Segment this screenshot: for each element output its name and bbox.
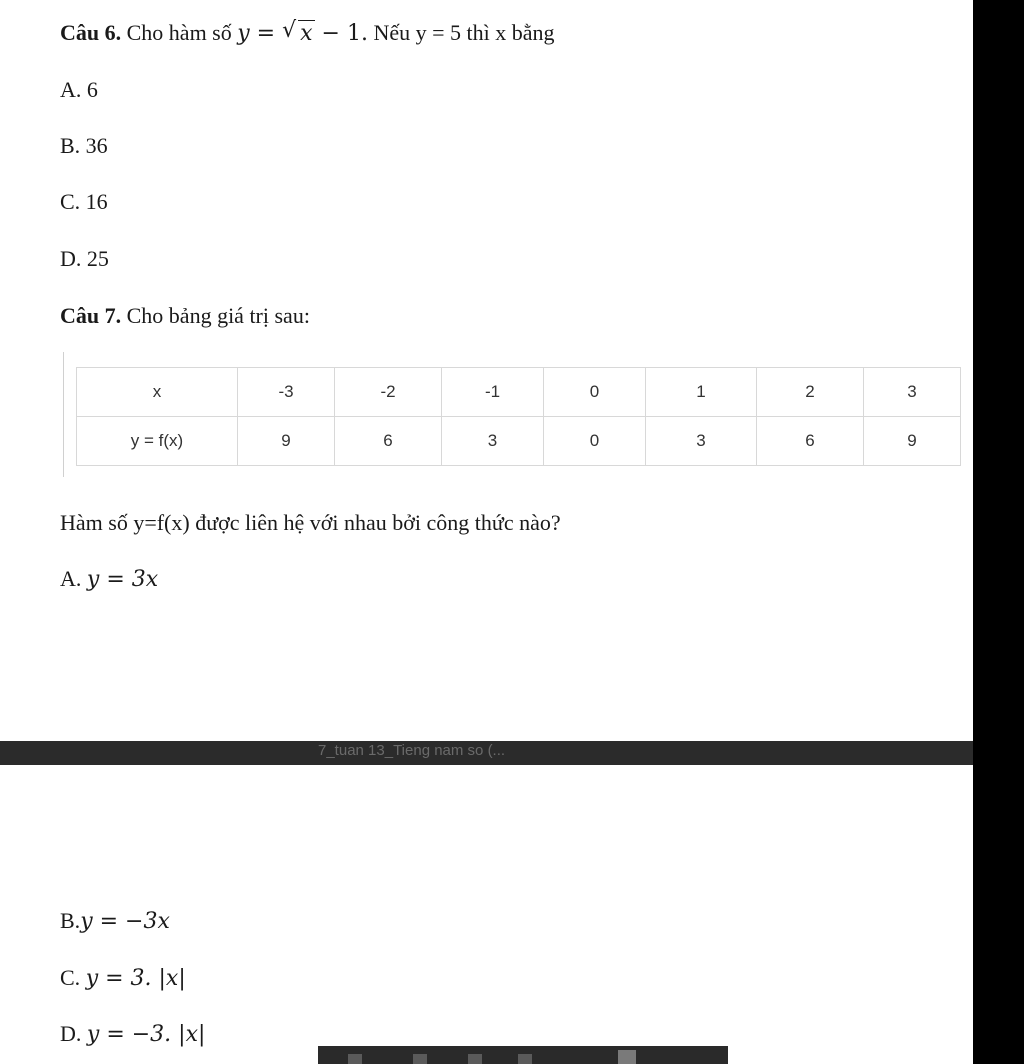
table-cell: 3 [442, 417, 544, 466]
option-formula: y = 3x [86, 567, 159, 592]
question-7-prompt: Hàm số y=f(x) được liên hệ với nhau bởi công thức nào? [60, 510, 561, 535]
radical-sign: √ [282, 18, 297, 43]
table-cell: -1 [442, 368, 544, 417]
q6-option-b: B. 36 [60, 133, 108, 158]
table-cell: 2 [757, 368, 864, 417]
table-cell: 9 [238, 417, 335, 466]
table-cell: y = f(x) [77, 417, 238, 466]
formula-rest: − 1. [314, 21, 368, 46]
table-border-rule [63, 352, 64, 477]
question-6-pre: Cho hàm số [126, 20, 232, 45]
q6-option-d: D. 25 [60, 246, 109, 271]
table-cell: 0 [544, 417, 646, 466]
table-cell: 3 [864, 368, 961, 417]
option-prefix: C. [60, 965, 86, 990]
q7-option-b [60, 908, 170, 934]
table-cell: 0 [544, 368, 646, 417]
option-prefix: A. [60, 566, 87, 591]
option-formula: y = −3x [80, 909, 170, 934]
option-prefix: B. [60, 908, 81, 933]
table-row-x [77, 368, 961, 417]
question-7-stem [60, 303, 310, 329]
taskbar-app-icon[interactable] [618, 1050, 636, 1064]
taskbar-fragment [318, 1046, 728, 1064]
q7-option-d [60, 1021, 205, 1047]
q6-option-c: C. 16 [60, 189, 108, 214]
option-formula: y = 3. |x| [85, 966, 186, 991]
table-cell: 6 [757, 417, 864, 466]
question-6-stem [60, 20, 555, 46]
sqrt-expression [282, 18, 314, 46]
overlay-tab-name[interactable]: 7_tuan 13_Tieng nam so (... [318, 742, 506, 759]
radicand: x [300, 21, 313, 46]
q6-option-a: A. 6 [60, 77, 98, 102]
option-prefix: D. [60, 1021, 87, 1046]
table-cell: x [77, 368, 238, 417]
overlay-tab-bar [0, 741, 973, 765]
value-table [76, 367, 961, 466]
table-cell: -3 [238, 368, 335, 417]
option-formula: y = −3. |x| [86, 1022, 206, 1047]
question-7-title: Cho bảng giá trị sau: [126, 303, 310, 328]
formula-lhs: y = [237, 21, 283, 46]
table-cell: 9 [864, 417, 961, 466]
taskbar-app-icon[interactable] [413, 1054, 427, 1064]
table-cell: 1 [646, 368, 757, 417]
question-6-label: Câu 6. [60, 20, 122, 45]
taskbar-app-icon[interactable] [348, 1054, 362, 1064]
table-cell: 6 [335, 417, 442, 466]
q7-option-c [60, 965, 186, 991]
question-6-formula [237, 18, 368, 46]
table-cell: 3 [646, 417, 757, 466]
question-6-post: Nếu y = 5 thì x bằng [373, 20, 555, 45]
taskbar-app-icon[interactable] [468, 1054, 482, 1064]
table-cell: -2 [335, 368, 442, 417]
table-row-y [77, 417, 961, 466]
q7-option-a [60, 566, 158, 592]
taskbar-app-icon[interactable] [518, 1054, 532, 1064]
question-7-label: Câu 7. [60, 303, 122, 328]
